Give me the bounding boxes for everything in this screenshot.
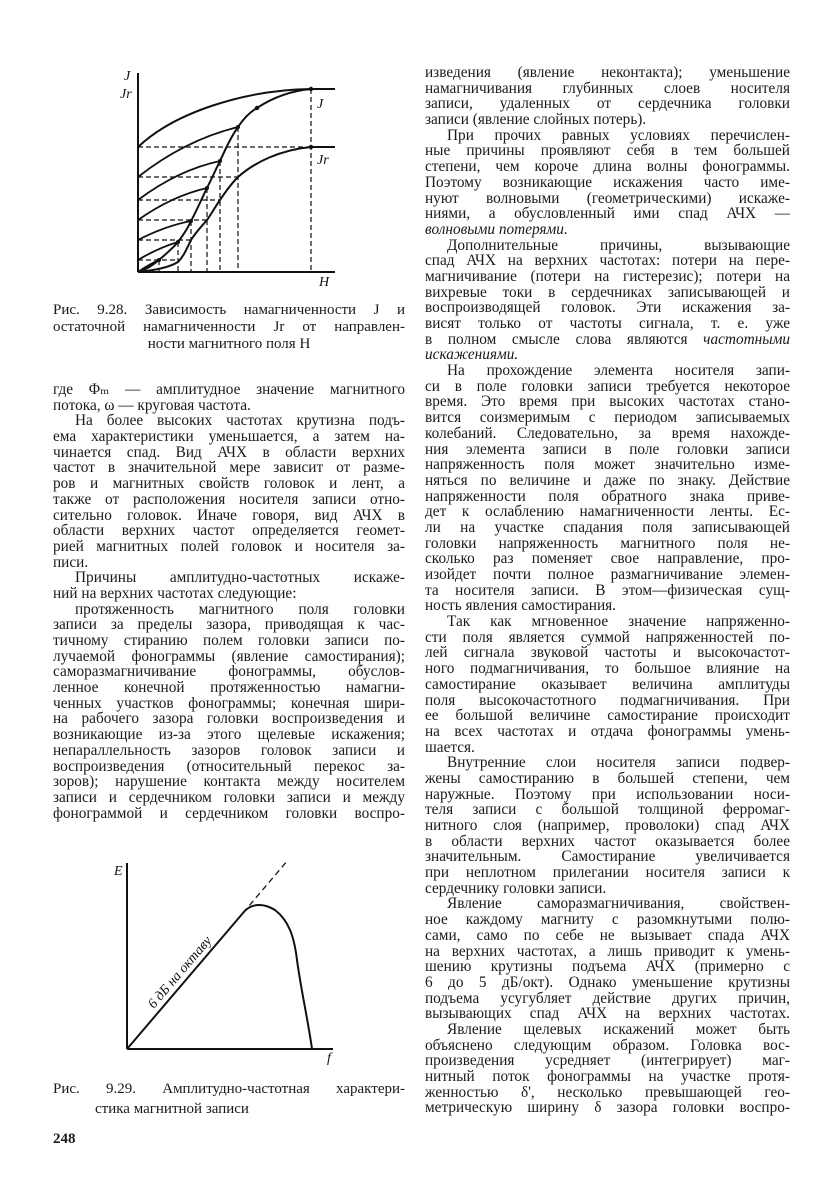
text-line [425, 504, 790, 520]
text-line [425, 112, 790, 128]
text-line [53, 413, 405, 429]
text-line-content: в области верхних частот оказывается более [425, 832, 790, 850]
text-line [53, 523, 405, 539]
text-line [53, 774, 405, 790]
text-line [53, 602, 405, 618]
text-line [425, 520, 790, 536]
text-line [53, 743, 405, 759]
text-line [425, 128, 790, 144]
text-line-content: остаточной намагниченности Jr от направлен- [53, 319, 405, 335]
text-line-content: возникающие из-за этого щелевые искажения; [53, 726, 405, 744]
figure-9-29-frequency-response [127, 860, 333, 1049]
text-line-content: частот в значительной мере зависит от разме- [53, 459, 405, 477]
text-line-content: нитного слоя (например, проволоки) спад АЧХ [425, 817, 790, 834]
text-line-content: метрическую ширину δ зазора головки воспро- [425, 1099, 790, 1117]
text-line [425, 473, 790, 489]
text-line-content: При прочих равных условиях перечислен- [447, 126, 790, 144]
x-axis-label-f: f [327, 1051, 331, 1066]
text-line [53, 460, 405, 476]
text-line [425, 238, 790, 254]
text-line [425, 818, 790, 834]
text-line-content: та носителя записи. В этом—физическая сущ- [425, 581, 790, 599]
text-line-content: спад АЧХ на верхних частотах: потери на пере- [425, 252, 790, 270]
text-line [425, 708, 790, 724]
text-line-content: вызывающих спад АЧХ на верхних частотах. [425, 1005, 790, 1023]
text-line-content: потока, ω — круговая частота. [53, 396, 251, 414]
text-line [425, 426, 790, 442]
text-line [53, 539, 405, 555]
text-line [53, 711, 405, 727]
text-line [425, 222, 790, 238]
text-line [425, 1022, 790, 1038]
text-line-content: сердечнику головки записи. [425, 879, 607, 897]
text-line [53, 727, 405, 743]
text-line [53, 336, 405, 353]
text-line [425, 96, 790, 112]
text-line [425, 771, 790, 787]
text-line-content: Явление щелевых искажений может быть [447, 1020, 790, 1038]
text-line-content: Внутренние слои носителя записи подвер- [447, 754, 790, 772]
text-line [53, 555, 405, 571]
curve-label-jr: Jr [317, 153, 329, 168]
slope-label: 6 дБ на октаву [145, 933, 216, 1012]
text-line [53, 302, 405, 319]
text-line-content: вится соизмеримым с периодом записываемых [425, 409, 790, 427]
text-line [53, 1099, 405, 1119]
text-line-content: наружные. Поэтому при использовании носи- [425, 785, 790, 803]
text-line-content: лучаемой фонограммы (явление самостирания); [53, 647, 405, 665]
y-axis-label-e: E [114, 864, 123, 879]
text-line [53, 696, 405, 712]
text-line-content: записи и сердечником головки записи и между [53, 788, 405, 806]
text-line [425, 896, 790, 912]
text-line-content: теля записи с большой толщиной ферромаг- [425, 801, 790, 819]
text-line [425, 630, 790, 646]
text-line-content: сительно головок. Иначе говоря, вид АЧХ в [53, 506, 405, 524]
text-line-content: где Φₘ — амплитудное значение магнитного [53, 381, 405, 398]
figure-9-29-caption [53, 1079, 405, 1119]
text-line-content: напряженность поля может значительно изме- [425, 456, 790, 474]
text-line [425, 645, 790, 661]
text-line [425, 944, 790, 960]
text-line-content: лей сигнала звуковой частоты и высокочастот- [425, 644, 790, 662]
text-line [425, 65, 790, 81]
text-line [53, 649, 405, 665]
right-text-column [425, 65, 790, 1116]
text-line-content: ния элемента записи в поле головки записи [425, 440, 790, 458]
text-line [425, 693, 790, 709]
text-line [425, 724, 790, 740]
text-line-content: изойдет почти полное размагничивание элемен- [425, 566, 790, 583]
text-line-content: ема характеристики уменьшается, а затем на- [53, 428, 405, 446]
text-line [425, 253, 790, 269]
text-line-content: ров и магнитных свойств головок и лент, а [53, 475, 405, 493]
text-line-content: на всех частотах и отдача фонограммы умень- [425, 722, 790, 740]
text-line [425, 740, 790, 756]
text-line [425, 285, 790, 301]
text-line-content: напряженности поля обратного знака приве- [425, 487, 790, 505]
text-line-content: области верхних частот определяется геомет- [53, 522, 405, 540]
text-line [53, 806, 405, 822]
text-line-content: поля высокочастотного подмагничивания. При [425, 691, 790, 709]
page-number: 248 [53, 1131, 76, 1147]
text-line [425, 269, 790, 285]
text-line-content: магничивание (потери на гистерезис); потери на [425, 267, 790, 285]
text-line [425, 551, 790, 567]
text-line-content: произведения усредняет (интегрирует) маг- [425, 1052, 790, 1070]
text-line [53, 790, 405, 806]
text-line [425, 567, 790, 583]
text-line-content: при неплотном прилегании носителя записи к [425, 864, 790, 882]
text-line [425, 410, 790, 426]
text-line-content: колебаний. Следовательно, за время нахожде- [425, 424, 790, 442]
text-line-content: ного подмагничивания, то большое влияние на [425, 660, 790, 678]
text-line-content: воспроизведения (относительный перекос за- [53, 757, 405, 775]
text-line [425, 991, 790, 1007]
text-line [425, 1053, 790, 1069]
text-line-content: ные причины проявляют себя в тем большей [425, 142, 790, 160]
text-line-content: ченных участков фонограммы; конечная шири- [53, 694, 405, 712]
text-line-content: тичному стиранию полем головки записи по- [53, 632, 405, 649]
text-line-content: Так как мгновенное значение напряженно- [447, 613, 790, 631]
text-line-content: писи. [53, 553, 89, 571]
x-axis-label-h: H [319, 275, 330, 290]
text-line [425, 394, 790, 410]
text-line-content: ее большой величине самостирание происходит [425, 707, 790, 725]
text-line [53, 382, 405, 398]
text-line [425, 316, 790, 332]
text-line [425, 849, 790, 865]
text-line-content: значительным. Самостирание увеличивается [425, 848, 790, 866]
text-line-content: Поэтому возникающие искажения часто име- [425, 173, 790, 191]
text-line-content: самостирание оказывает величина амплитуды [425, 675, 790, 693]
text-line [425, 661, 790, 677]
text-line [425, 912, 790, 928]
text-line-content: на рабочего зазора головки воспроизведения и [53, 710, 405, 728]
text-line-content: висят только от частоты сигнала, т. е. уже [425, 315, 790, 332]
text-line-content: сами, само по себе не вызывает спада АЧХ [425, 926, 790, 944]
text-line [53, 617, 405, 633]
text-line-content: Дополнительные причины, вызывающие [447, 236, 790, 254]
text-line [425, 598, 790, 614]
text-line [425, 175, 790, 191]
text-line-content: стика магнитной записи [95, 1101, 249, 1117]
text-line-content: Рис. 9.29. Амплитудно-частотная характери- [53, 1081, 405, 1097]
text-line-content: также от расположения носителя записи отно- [53, 490, 405, 508]
text-line [53, 492, 405, 508]
text-line-content: объяснено следующим образом. Головка вос- [425, 1036, 790, 1054]
text-line-content: шению крутизны подъема АЧХ (примерно с [425, 958, 790, 976]
text-line [425, 881, 790, 897]
text-line [425, 614, 790, 630]
text-line-content: подъема усугубляет действие других причин, [425, 989, 790, 1007]
text-line [53, 759, 405, 775]
left-text-column [53, 382, 405, 821]
text-line [425, 959, 790, 975]
text-line-content: На прохождение элемента носителя запи- [447, 362, 790, 380]
text-line-content: в полном смысле слова являются [425, 330, 704, 348]
text-line-content: саморазмагничивание фонограммы, обуслов- [53, 663, 405, 681]
text-line [53, 680, 405, 696]
text-line [425, 300, 790, 316]
text-line-content: нитный поток фонограммы на участке протя- [425, 1068, 790, 1085]
text-line [53, 429, 405, 445]
text-line-content: На более высоких частотах крутизна подъ- [75, 412, 405, 430]
text-line [53, 633, 405, 649]
text-line-content: головки напряженность магнитного поля не- [425, 534, 790, 552]
text-line [53, 570, 405, 586]
text-line [53, 586, 405, 602]
text-line [425, 347, 790, 363]
text-line [53, 508, 405, 524]
y-axis-label-jr: Jr [120, 87, 132, 102]
text-line [425, 332, 790, 348]
text-line-content: намагничивания глубинных слоев носителя [425, 79, 790, 97]
text-line [425, 159, 790, 175]
figure-9-28-caption [53, 302, 405, 353]
text-line [425, 143, 790, 159]
text-line-content: степени, чем короче длина волны фонограммы. [425, 158, 790, 176]
text-line [425, 379, 790, 395]
text-line-content: жены самостиранию в большей степени, чем [425, 769, 790, 787]
text-line [425, 1006, 790, 1022]
italic-term: искажениями. [425, 346, 519, 364]
text-line-content: сколько раз поменяет свое направление, про- [425, 550, 790, 568]
text-line-content: зоров); нарушение контакта между носителем [53, 773, 405, 791]
text-line-content: на верхних частотах, а лишь приводит к умень- [425, 942, 790, 960]
text-line [425, 191, 790, 207]
text-line-content: сти поля является суммой напряженностей по- [425, 628, 790, 646]
text-line-content: шается. [425, 738, 475, 756]
text-line-content: ний на верхних частотах следующие: [53, 584, 297, 602]
text-line-content: время. Это время при высоких частотах стано- [425, 393, 790, 411]
text-line [425, 489, 790, 505]
text-line-content: записи (явление слойных потерь). [425, 111, 647, 129]
curve-label-j: J [317, 97, 324, 112]
text-line-content: вихревые токи в сердечниках записывающей и [425, 283, 790, 301]
y-axis-label-j: J [124, 69, 131, 84]
text-line-content: ниями, а обусловленный ими спад АЧХ — [425, 205, 790, 223]
text-line [425, 1038, 790, 1054]
text-line [425, 363, 790, 379]
text-line [425, 802, 790, 818]
text-line [425, 442, 790, 458]
text-line [425, 536, 790, 552]
text-line [425, 865, 790, 881]
text-line-content: воспроизводящей головок. Эти искажения за- [425, 299, 790, 317]
text-line-content: ли на участке спадания поля записывающей [425, 518, 790, 536]
actual-response-curve [243, 905, 312, 1049]
text-line-content: протяженность магнитного поля головки [75, 600, 405, 618]
text-line [53, 445, 405, 461]
text-line [425, 928, 790, 944]
text-line [53, 1079, 405, 1099]
text-line [425, 787, 790, 803]
text-line-content: 6 до 5 дБ/окт). Однако уменьшение крутизны [425, 973, 790, 991]
text-line [425, 206, 790, 222]
figure-9-28-magnetization-curves [138, 73, 335, 272]
text-line [53, 398, 405, 414]
text-line-content: ленное конечной протяженностью намагни- [53, 679, 405, 697]
text-line-content: непараллельность зазоров головок записи и [53, 741, 405, 759]
text-line [53, 476, 405, 492]
text-line-content: ное каждому магниту с разомкнутыми полю- [425, 911, 790, 929]
text-line [425, 81, 790, 97]
curve-initial-magnetization [138, 89, 311, 272]
text-line-content: ности магнитного поля H [147, 336, 311, 352]
text-line-content: изведения (явление неконтакта); уменьшение [425, 64, 790, 81]
text-line-content: няться по величине и даже по знаку. Действие [425, 471, 790, 489]
text-line-content: женностью δ', несколько превышающей гео- [425, 1083, 790, 1101]
text-line [53, 664, 405, 680]
italic-term: частотными [703, 330, 790, 348]
text-line-content: фонограммой и сердечником головки воспро- [53, 804, 405, 822]
text-line [425, 755, 790, 771]
text-line [425, 457, 790, 473]
text-line [425, 975, 790, 991]
italic-term: волновыми потерями. [425, 220, 568, 238]
text-line-content: рией магнитных полей головок и носителя за- [53, 537, 405, 555]
text-line-content: Явление саморазмагничивания, свойствен- [447, 895, 790, 913]
curve-j-saturation [138, 89, 335, 147]
text-line [425, 583, 790, 599]
text-line-content: записи за пределы зазора, приводящая к час- [53, 616, 405, 634]
text-line-content: си в поле головки записи требуется некоторое [425, 377, 790, 395]
text-line-content: чинается спад. Вид АЧХ в области верхних [53, 443, 405, 461]
text-line-content: ность явления самостирания. [425, 597, 617, 615]
text-line [425, 834, 790, 850]
text-line [425, 1100, 790, 1116]
text-line [425, 1085, 790, 1101]
text-line-content: Причины амплитудно-частотных искаже- [75, 569, 405, 587]
text-line-content: записи, удаленных от сердечника головки [425, 95, 790, 113]
text-line-content: дет к ослаблению намагниченности ленты. Ес- [425, 503, 790, 521]
text-line [425, 1069, 790, 1085]
text-line-content: Рис. 9.28. Зависимость намагниченности J и [53, 302, 405, 318]
text-line [425, 677, 790, 693]
ideal-slope-line [127, 913, 243, 1049]
text-line-content: нуют волновыми (геометрическими) искаже- [425, 189, 790, 207]
text-line [53, 319, 405, 336]
